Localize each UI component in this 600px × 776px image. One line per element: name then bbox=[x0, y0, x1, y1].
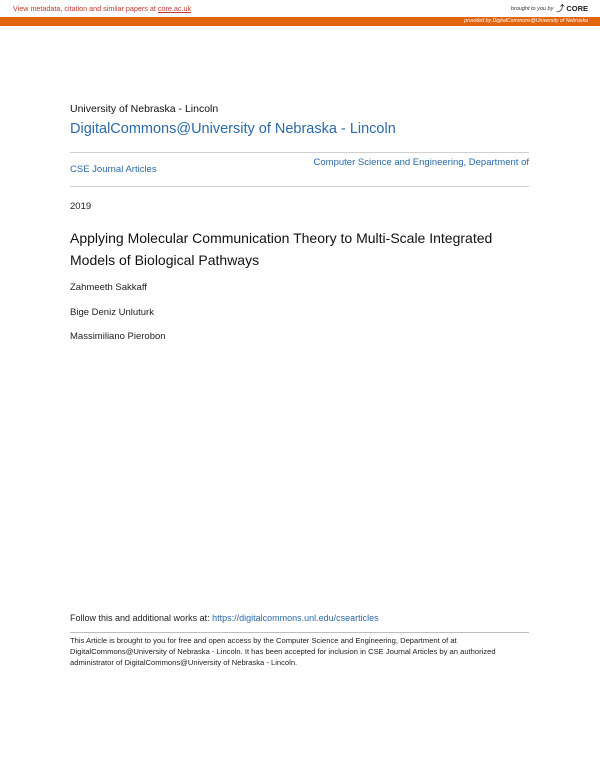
follow-line bbox=[70, 613, 379, 623]
core-ac-uk-link[interactable]: core.ac.uk bbox=[157, 4, 192, 13]
author-name: Massimiliano Pierobon bbox=[70, 331, 166, 342]
core-badge[interactable] bbox=[511, 3, 588, 14]
metadata-link[interactable] bbox=[13, 4, 191, 13]
department-link[interactable]: Computer Science and Engineering, Department of bbox=[313, 157, 529, 168]
footer-divider bbox=[70, 632, 529, 633]
author-name: Bige Deniz Unluturk bbox=[70, 307, 154, 318]
divider-bottom bbox=[70, 186, 529, 187]
author-name: Zahmeeth Sakkaff bbox=[70, 282, 147, 293]
core-logo[interactable] bbox=[556, 3, 588, 14]
divider-top bbox=[70, 152, 529, 153]
core-label: CORE bbox=[566, 4, 588, 13]
follow-text: Follow this and additional works at: bbox=[70, 613, 213, 623]
publication-year: 2019 bbox=[70, 201, 92, 212]
metadata-text: View metadata, citation and similar papers at bbox=[13, 4, 158, 13]
access-notice: This Article is brought to you for free and open access by the Computer Science and Engineering, Department of at DigitalCommons@University of Nebraska - Lincoln. It has been accepted for inclusion in CSE Journal Articles by an authorized administrator of DigitalCommons@University of Nebraska - Lincoln. bbox=[70, 636, 496, 667]
provided-by-text: provided by DigitalCommons@University of Nebraska bbox=[464, 18, 588, 24]
follow-url-link[interactable]: https://digitalcommons.unl.edu/csearticles bbox=[212, 613, 379, 623]
top-bar bbox=[0, 0, 600, 17]
core-logo-icon: ⤴ bbox=[556, 4, 565, 13]
provider-bar bbox=[0, 17, 600, 26]
series-link[interactable]: CSE Journal Articles bbox=[70, 164, 157, 175]
repository-title-link[interactable]: DigitalCommons@University of Nebraska - Lincoln bbox=[70, 121, 396, 137]
brought-to-you-text: brought to you by bbox=[510, 5, 554, 12]
university-name: University of Nebraska - Lincoln bbox=[70, 103, 219, 115]
article-title: Applying Molecular Communication Theory to Multi-Scale Integrated Models of Biological Pathways bbox=[70, 230, 493, 268]
